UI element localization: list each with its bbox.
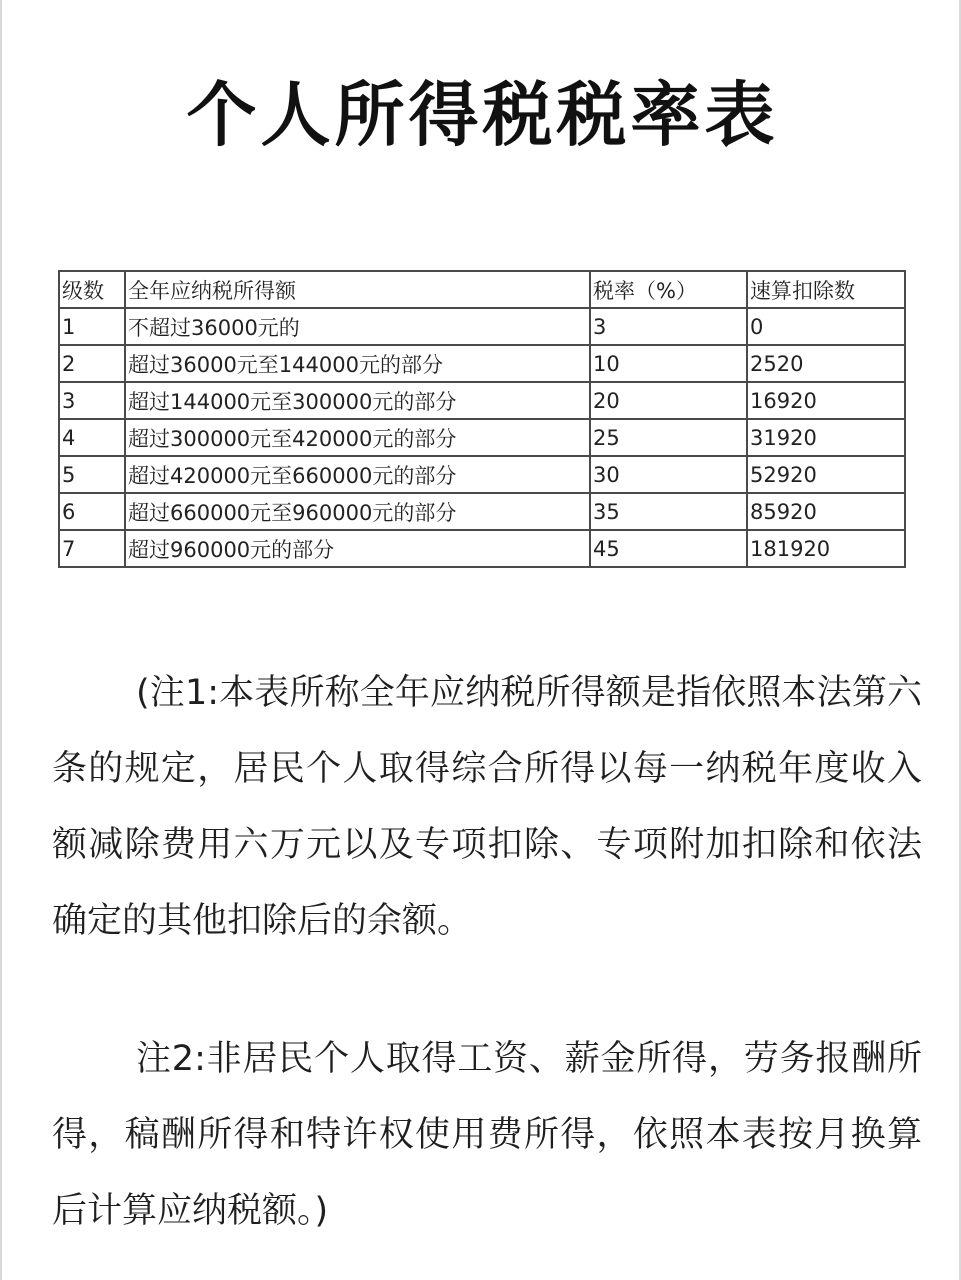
cell-quick-deduction: 181920 [747,530,905,567]
cell-quick-deduction: 0 [747,308,905,345]
table-row [59,419,905,456]
table-row [59,382,905,419]
cell-tax-rate: 30 [590,456,747,493]
notes-section [52,655,922,1249]
cell-quick-deduction: 31920 [747,419,905,456]
cell-level: 7 [59,530,125,567]
note-1: (注1:本表所称全年应纳税所得额是指依照本法第六条的规定，居民个人取得综合所得以每一纳税年度收入额减除费用六万元以及专项扣除、专项附加扣除和依法确定的其他扣除后的余额。 [52,673,922,941]
cell-quick-deduction: 16920 [747,382,905,419]
note-2: 注2:非居民个人取得工资、薪金所得，劳务报酬所得，稿酬所得和特许权使用费所得，依照本表按月换算后计算应纳税额。) [52,1039,922,1231]
header-level: 级数 [59,271,125,308]
table-row [59,345,905,382]
header-tax-rate: 税率（%） [590,271,747,308]
cell-tax-rate: 45 [590,530,747,567]
table-row [59,493,905,530]
cell-taxable-income: 超过420000元至660000元的部分 [125,456,590,493]
page-title: 个人所得税税率表 [186,73,779,156]
table-row [59,308,905,345]
table-row [59,530,905,567]
cell-level: 5 [59,456,125,493]
cell-level: 1 [59,308,125,345]
table-header-row [59,271,905,308]
cell-tax-rate: 10 [590,345,747,382]
header-taxable-income: 全年应纳税所得额 [125,271,590,308]
table-row [59,456,905,493]
cell-tax-rate: 3 [590,308,747,345]
cell-taxable-income: 超过36000元至144000元的部分 [125,345,590,382]
tax-rate-table [58,270,906,568]
cell-level: 2 [59,345,125,382]
header-quick-deduction: 速算扣除数 [747,271,905,308]
cell-tax-rate: 20 [590,382,747,419]
cell-tax-rate: 35 [590,493,747,530]
cell-taxable-income: 不超过36000元的 [125,308,590,345]
cell-level: 3 [59,382,125,419]
cell-taxable-income: 超过660000元至960000元的部分 [125,493,590,530]
cell-taxable-income: 超过300000元至420000元的部分 [125,419,590,456]
cell-quick-deduction: 2520 [747,345,905,382]
cell-level: 6 [59,493,125,530]
cell-quick-deduction: 52920 [747,456,905,493]
cell-level: 4 [59,419,125,456]
cell-taxable-income: 超过960000元的部分 [125,530,590,567]
cell-tax-rate: 25 [590,419,747,456]
cell-quick-deduction: 85920 [747,493,905,530]
cell-taxable-income: 超过144000元至300000元的部分 [125,382,590,419]
